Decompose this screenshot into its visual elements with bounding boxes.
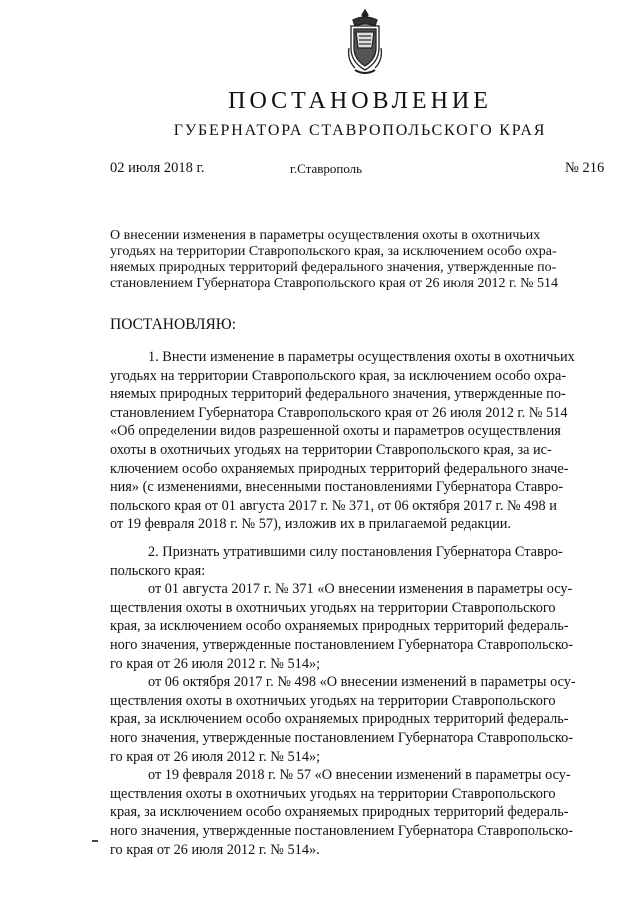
- paragraph-line: ного значения, утвержденные постановлением Губернатора Ставропольско-: [110, 729, 573, 746]
- document-subject: [110, 228, 590, 292]
- subject-line: О внесении изменения в параметры осуществления охоты в охотничьих: [110, 228, 541, 243]
- paragraph-line: 2. Признать утратившими силу постановления Губернатора Ставро-: [148, 544, 563, 560]
- paragraph-line: го края от 26 июля 2012 г. № 514»;: [110, 655, 321, 672]
- paragraph-line: ществления охоты в охотничьих угодьях на территории Ставропольского: [110, 785, 556, 802]
- document-title: ПОСТАНОВЛЕНИЕ: [228, 88, 492, 114]
- paragraph-line: края, за исключением особо охраняемых природных территорий федераль-: [110, 804, 569, 821]
- paragraph-line: 1. Внести изменение в параметры осуществления охоты в охотничьих: [148, 349, 575, 365]
- resolve-heading: ПОСТАНОВЛЯЮ:: [110, 316, 237, 333]
- document-date: 02 июля 2018 г.: [110, 160, 205, 176]
- paragraph-line: ного значения, утвержденные постановлением Губернатора Ставропольско-: [110, 822, 573, 839]
- paragraph-line: ключением особо охраняемых природных территорий федерального значе-: [110, 460, 569, 477]
- paragraph-item-2: [110, 543, 590, 859]
- paragraph-line: края, за исключением особо охраняемых природных территорий федераль-: [110, 618, 569, 635]
- paragraph-line: охоты в охотничьих угодьях на территории Ставропольского края, за ис-: [110, 441, 552, 458]
- paragraph-line: няемых природных территорий федерального значения, утвержденные по-: [110, 386, 566, 403]
- paragraph-line: от 01 августа 2017 г. № 371 «О внесении изменения в параметры осу-: [148, 581, 573, 598]
- paragraph-line: края, за исключением особо охраняемых природных территорий федераль-: [110, 711, 569, 728]
- paragraph-line: польского края:: [110, 562, 206, 579]
- paragraph-line: «Об определении видов разрешенной охоты и параметров осуществления: [110, 423, 561, 440]
- subject-line: няемых природных территорий федерального значения, утвержденные по-: [110, 260, 557, 275]
- subject-line: становлением Губернатора Ставропольского края от 26 июля 2012 г. № 514: [110, 276, 558, 291]
- paragraph-line: польского края от 01 августа 2017 г. № 371, от 06 октября 2017 г. № 498 и: [110, 497, 557, 514]
- paragraph-line: ществления охоты в охотничьих угодьях на территории Ставропольского: [110, 599, 556, 616]
- paragraph-item-1: [110, 348, 590, 534]
- document-number: № 216: [565, 160, 605, 176]
- paragraph-line: го края от 26 июля 2012 г. № 514»;: [110, 748, 321, 765]
- document-city: г.Ставрополь: [290, 161, 363, 176]
- subject-line: угодьях на территории Ставропольского края, за исключением особо охра-: [110, 244, 557, 259]
- issuer-name: ГУБЕРНАТОРА СТАВРОПОЛЬСКОГО КРАЯ: [173, 122, 547, 139]
- coat-of-arms-icon: [345, 8, 385, 78]
- paragraph-line: го края от 26 июля 2012 г. № 514».: [110, 841, 320, 858]
- paragraph-line: ного значения, утвержденные постановлением Губернатора Ставропольско-: [110, 636, 573, 653]
- paragraph-line: от 06 октября 2017 г. № 498 «О внесении изменений в параметры осу-: [148, 674, 576, 691]
- paragraph-line: от 19 февраля 2018 г. № 57 «О внесении изменений в параметры осу-: [148, 767, 571, 784]
- paragraph-line: ществления охоты в охотничьих угодьях на территории Ставропольского: [110, 692, 556, 709]
- margin-mark: [92, 840, 98, 842]
- paragraph-line: ния» (с изменениями, внесенными постановлениями Губернатора Ставро-: [110, 479, 563, 496]
- paragraph-line: угодьях на территории Ставропольского края, за исключением особо охра-: [110, 367, 567, 384]
- paragraph-line: от 19 февраля 2018 г. № 57), изложив их в прилагаемой редакции.: [110, 516, 511, 533]
- paragraph-line: становлением Губернатора Ставропольского края от 26 июля 2012 г. № 514: [110, 404, 568, 421]
